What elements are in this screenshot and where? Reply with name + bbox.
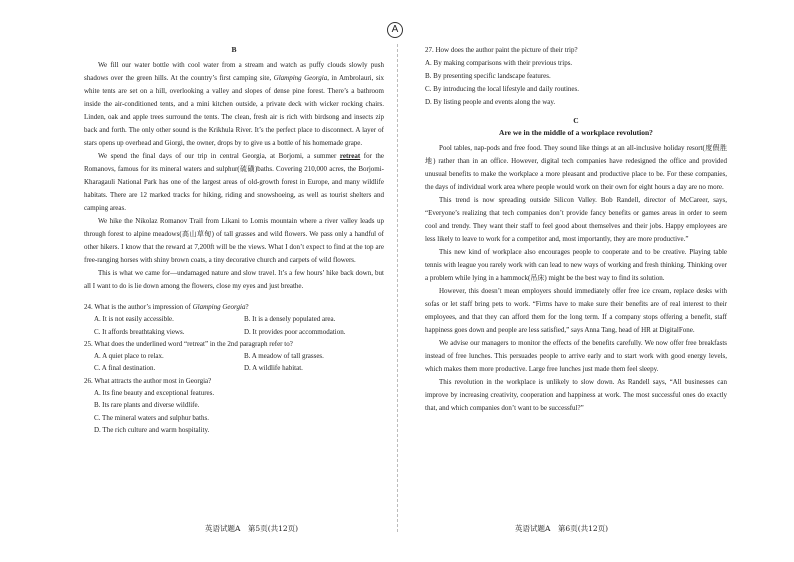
question-26: 26. What attracts the author most in Georgia? (84, 376, 212, 385)
q27-option-a[interactable]: A. By making comparisons with their previous trips. (425, 59, 573, 67)
passage-c-paragraph-3: This new kind of workplace also encourages people to cooperate and to be creative. Playing table tennis with league you rarely work with can lead to new ways of working and fresh thinking. Thinking over a problem while lying in a hammock(吊床) might be the best way to find its solution. (425, 248, 727, 282)
q24-option-b[interactable]: B. It is a densely populated area. (244, 315, 336, 324)
q27-option-c[interactable]: C. By introducing the local lifestyle and daily routines. (425, 85, 579, 93)
underlined-word-retreat: retreat (339, 152, 361, 160)
q26-option-d[interactable]: D. The rich culture and warm hospitality. (94, 425, 210, 434)
passage-c-paragraph-4: However, this doesn’t mean employers should immediately offer free ice cream, replace desks with sofas or let staff bring pets to work. “Firms have to make sure their benefits are of real interest to their employees, and that they can afford them for the long term. If a company stops offering a benefit, staff happiness goes down and people are less satisfied,” says Anna Tang, head of HR at DigitalFone. (425, 287, 727, 334)
passage-c-paragraph-5: We advise our managers to monitor the effects of the benefits carefully. We now offer free breakfasts instead of free lunches. This persuades people to arrive early and to start work with good energy levels, which makes them more productive. Large free lunches just made them feel sleepy. (425, 339, 727, 373)
footer-page-6: 英语试题A 第6页(共12页) (515, 524, 609, 533)
column-divider (397, 44, 398, 532)
left-column (84, 44, 384, 436)
q25-option-b[interactable]: B. A meadow of tall grasses. (244, 352, 324, 361)
question-25: 25. What does the underlined word “retreat” in the 2nd paragraph refer to? (84, 339, 293, 348)
paper-version-badge: A (387, 22, 403, 38)
passage-b-heading: B (231, 45, 237, 54)
passage-b-paragraph-1: We fill our water bottle with cool water from a stream and watch as puffy clouds slowly push shadows over the green hills. At the country’s first camping site, Glamping Georgia, in Ambrolauri, six white tents are set on a hill, overlooking a valley and slopes of dense pine forest. There’s a bathroom inside the air-conditioned tents, and a mini kitchen outside, a private deck with wicker rocking chairs. Linden, oak and apple trees surround the tents. The clean, fresh air is rich with birdsong and insects zip back and forth. The only other sound is the Krikhula River. It’s the perfect place to disconnect. A layer of stars opens up overhead and Giorgi, the owner, drops by to give us a bottle of his homemade grape. (84, 61, 384, 147)
question-25-options (84, 350, 384, 362)
q27-option-d[interactable]: D. By listing people and events along the way. (425, 98, 556, 106)
passage-c-heading: C (573, 116, 579, 125)
q24-option-d[interactable]: D. It provides poor accommodation. (244, 327, 346, 336)
passage-b-paragraph-4: This is what we came for—undamaged nature and slow travel. It’s a few hours’ hike back down, but all I want to do is lie down among the flowers, close my eyes and just breathe. (84, 269, 384, 290)
question-24: 24. What is the author’s impression of Glamping Georgia? (84, 303, 249, 311)
q26-option-a[interactable]: A. Its fine beauty and exceptional features. (94, 389, 215, 398)
q26-option-c[interactable]: C. The mineral waters and sulphur baths. (94, 413, 209, 422)
passage-c-paragraph-2: This trend is now spreading outside Silicon Valley. Bob Randell, director of McCareer, says, “Everyone’s realizing that tech companies don’t provide fancy benefits or games areas in order to seem cool and trendy. They want their staff to feel good about themselves and their jobs. Happy employees are less likely to leave to work for a competitor and, most importantly, they are more productive.” (425, 196, 727, 243)
passage-b-paragraph-3: We hike the Nikolaz Romanov Trail from Likani to Lomis mountain where a river valley leads up through forest to alpine meadows(高山草甸) of tall grasses and wild flowers. We pass only a handful of other hikers. I know that the reward at 7,200ft will be the views. What I don’t expect to find at the top are free-ranging horses with shiny brown coats, a tiny decorative church and carpets of wild flowers. (84, 217, 384, 264)
passage-c-title: Are we in the middle of a workplace revolution? (499, 128, 653, 137)
q25-option-c[interactable]: C. A final destination. (94, 364, 156, 373)
q25-option-d[interactable]: D. A wildlife habitat. (244, 364, 303, 373)
q24-option-c[interactable]: C. It affords breathtaking views. (94, 327, 185, 336)
question-24-options (84, 313, 384, 325)
footer-page-5: 英语试题A 第5页(共12页) (205, 524, 299, 533)
q27-option-b[interactable]: B. By presenting specific landscape features. (425, 72, 551, 80)
passage-b-paragraph-2: We spend the final days of our trip in central Georgia, at Borjomi, a summer retreat for the Romanovs, famous for its mineral waters and sulphur(硫磺)baths. Covering 210,000 acres, the Borjomi-Kharagauli National Park has one of the largest areas of old-growth forest in Europe, and many wildlife habitats. There are 12 marked tracks for hiking, riding and snowshoeing, as well as tourist shelters and camping areas. (84, 152, 384, 212)
right-column (425, 44, 727, 415)
question-27: 27. How does the author paint the picture of their trip? (425, 46, 578, 54)
q26-option-b[interactable]: B. Its rare plants and diverse wildlife. (94, 401, 200, 410)
passage-c-paragraph-1: Pool tables, nap-pods and free food. They sound like things at an all-inclusive holiday resort(度假胜地) rather than in an office. However, digital tech companies have redesigned the office and provided unusual benefits to make the workplace a more pleasant and productive place to be. For these companies, the days of individual work area where people would work on their own for eight hours a day are no more. (425, 144, 727, 191)
q25-option-a[interactable]: A. A quiet place to relax. (94, 352, 164, 361)
q24-option-a[interactable]: A. It is not easily accessible. (94, 315, 174, 324)
passage-c-paragraph-6: This revolution in the workplace is unlikely to slow down. As Randell says, “All businesses can improve by increasing creativity, cooperation and happiness at work. The most successful ones do exactly that, and which companies don’t want to be successful?” (425, 378, 727, 412)
